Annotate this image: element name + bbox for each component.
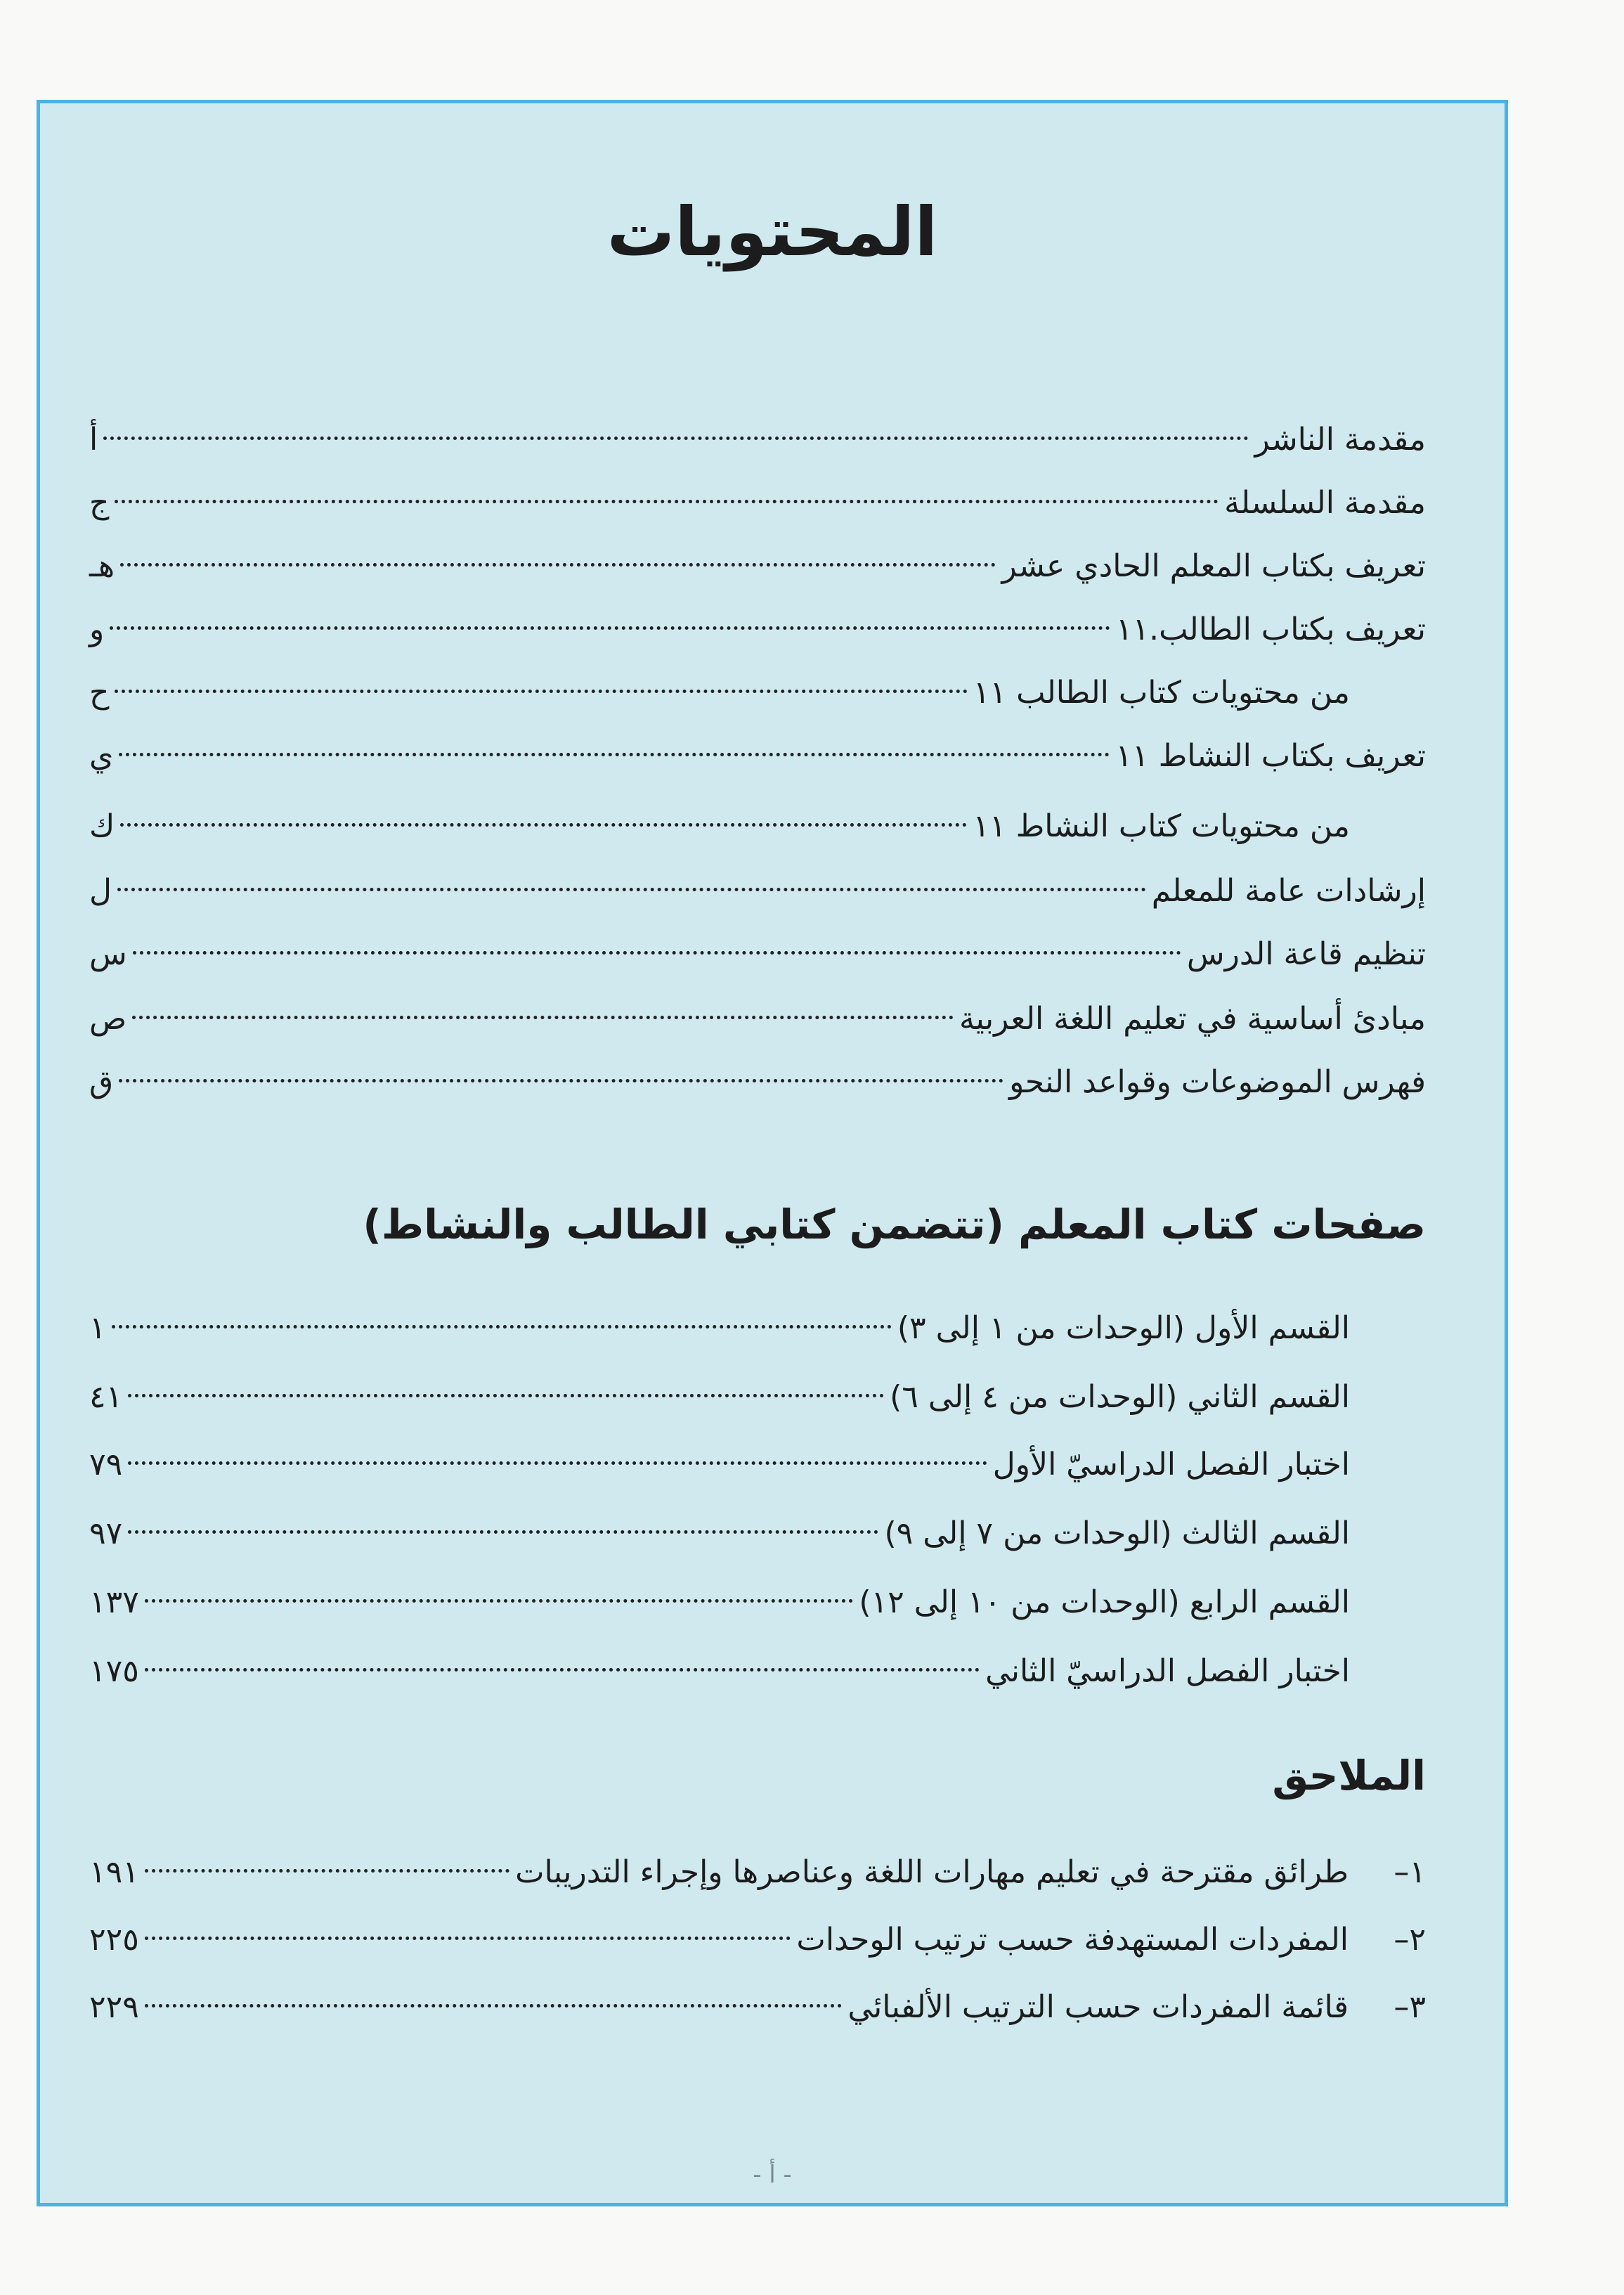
toc-entry-label: مقدمة الناشر [1254,422,1426,458]
toc-entry-page: ج [89,485,110,521]
toc-entry-page: ٢٢٥ [89,1922,139,1958]
toc-entry-label: من محتويات كتاب الطالب ١١ [973,675,1350,711]
toc-entry-label: مبادئ أساسية في تعليم اللغة العربية [959,1001,1426,1037]
leader-dots [119,1079,1003,1082]
toc-entry [89,1367,1350,1428]
leader-dots [115,690,967,693]
appendix-entry [89,1977,1426,2038]
toc-entry-page: ١٣٧ [89,1584,139,1620]
appendix-heading: الملاحق [1272,1752,1426,1799]
leader-dots [112,1325,892,1328]
toc-entry-page: ١ [89,1310,106,1346]
toc-entry-label: قائمة المفردات حسب الترتيب الألفبائي [847,1989,1349,2025]
toc-entry-page: و [89,612,105,647]
toc-entry-page: ل [89,873,112,909]
leader-dots [120,563,996,567]
page-number-footer: - أ - [753,2161,792,2189]
toc-entry-label: فهرس الموضوعات وقواعد النحو [1009,1064,1426,1100]
leader-dots [132,1016,954,1019]
toc-entry [89,536,1426,597]
leader-dots [117,888,1146,891]
toc-entry-page: ٤١ [89,1379,123,1415]
toc-entry-label: مقدمة السلسلة [1224,485,1426,521]
toc-entry [89,410,1426,470]
toc-entry-page: ١٧٥ [89,1653,139,1689]
toc-entry-page: ٢٢٩ [89,1989,139,2025]
leader-dots [110,626,1110,630]
toc-entry-page: ي [89,738,114,774]
toc-entry-label: القسم الثاني (الوحدات من ٤ إلى ٦) [890,1379,1350,1415]
toc-entry-label: تنظيم قاعة الدرس [1186,936,1426,972]
leader-dots [103,437,1249,440]
leader-dots [119,753,1110,756]
appendix-number: ١– [1394,1854,1426,1890]
table-of-contents [40,103,1505,2203]
toc-entry [89,1641,1350,1702]
contents-page-frame [37,100,1508,2206]
leader-dots [145,2004,842,2008]
toc-entry [89,989,1426,1049]
leader-dots [145,1869,509,1873]
leader-dots [115,500,1219,503]
toc-entry-label: القسم الرابع (الوحدات من ١٠ إلى ١٢) [859,1584,1350,1620]
toc-entry-page: ١٩١ [89,1854,139,1890]
toc-entry-label: القسم الثالث (الوحدات من ٧ إلى ٩) [884,1515,1350,1551]
appendix-entry [89,1910,1426,1970]
leader-dots [120,823,967,827]
toc-entry [89,924,1426,985]
toc-entry-label: اختبار الفصل الدراسيّ الثاني [985,1653,1350,1689]
toc-subentry [89,796,1350,857]
appendix-number: ٣– [1394,1989,1426,2025]
toc-entry-label: من محتويات كتاب النشاط ١١ [973,808,1350,844]
toc-entry [89,1052,1426,1113]
toc-entry-label: المفردات المستهدفة حسب ترتيب الوحدات [796,1922,1349,1958]
toc-entry [89,861,1426,922]
toc-entry [89,1435,1350,1495]
leader-dots [128,1461,987,1465]
toc-entry-page: ٧٩ [89,1447,123,1482]
toc-entry-page: ك [89,808,115,844]
toc-entry-label: اختبار الفصل الدراسيّ الأول [992,1447,1350,1482]
toc-entry [89,1504,1350,1564]
toc-entry-label: القسم الأول (الوحدات من ١ إلى ٣) [897,1310,1350,1346]
toc-subentry [89,663,1350,723]
toc-entry [89,726,1426,787]
toc-entry-page: ٩٧ [89,1515,123,1551]
toc-entry-label: إرشادات عامة للمعلم [1151,873,1426,909]
leader-dots [145,1668,980,1672]
appendix-entry [89,1842,1426,1903]
toc-entry [89,1298,1350,1359]
toc-entry-page: ح [89,675,110,711]
toc-entry-label: تعريف بكتاب الطالب.١١ [1115,612,1426,647]
appendix-number: ٢– [1394,1922,1426,1958]
toc-entry-page: ص [89,1001,127,1037]
leader-dots [133,951,1181,955]
toc-entry-page: أ [89,422,98,458]
toc-entry [89,1572,1350,1633]
toc-entry-page: هـ [89,548,115,584]
page-title: المحتويات [606,193,938,271]
toc-entry-label: تعريف بكتاب المعلم الحادي عشر [1001,548,1426,584]
toc-entry [89,473,1426,534]
leader-dots [128,1394,884,1397]
section-heading: صفحات كتاب المعلم (تتضمن كتابي الطالب والنشاط) [363,1201,1426,1248]
toc-entry [89,600,1426,660]
toc-entry-label: تعريف بكتاب النشاط ١١ [1115,738,1426,774]
leader-dots [128,1530,878,1534]
leader-dots [145,1599,853,1603]
leader-dots [145,1937,791,1940]
toc-entry-page: س [89,936,127,972]
toc-entry-label: طرائق مقترحة في تعليم مهارات اللغة وعناصرها وإجراء التدريبات [515,1854,1349,1890]
toc-entry-page: ق [89,1064,114,1100]
